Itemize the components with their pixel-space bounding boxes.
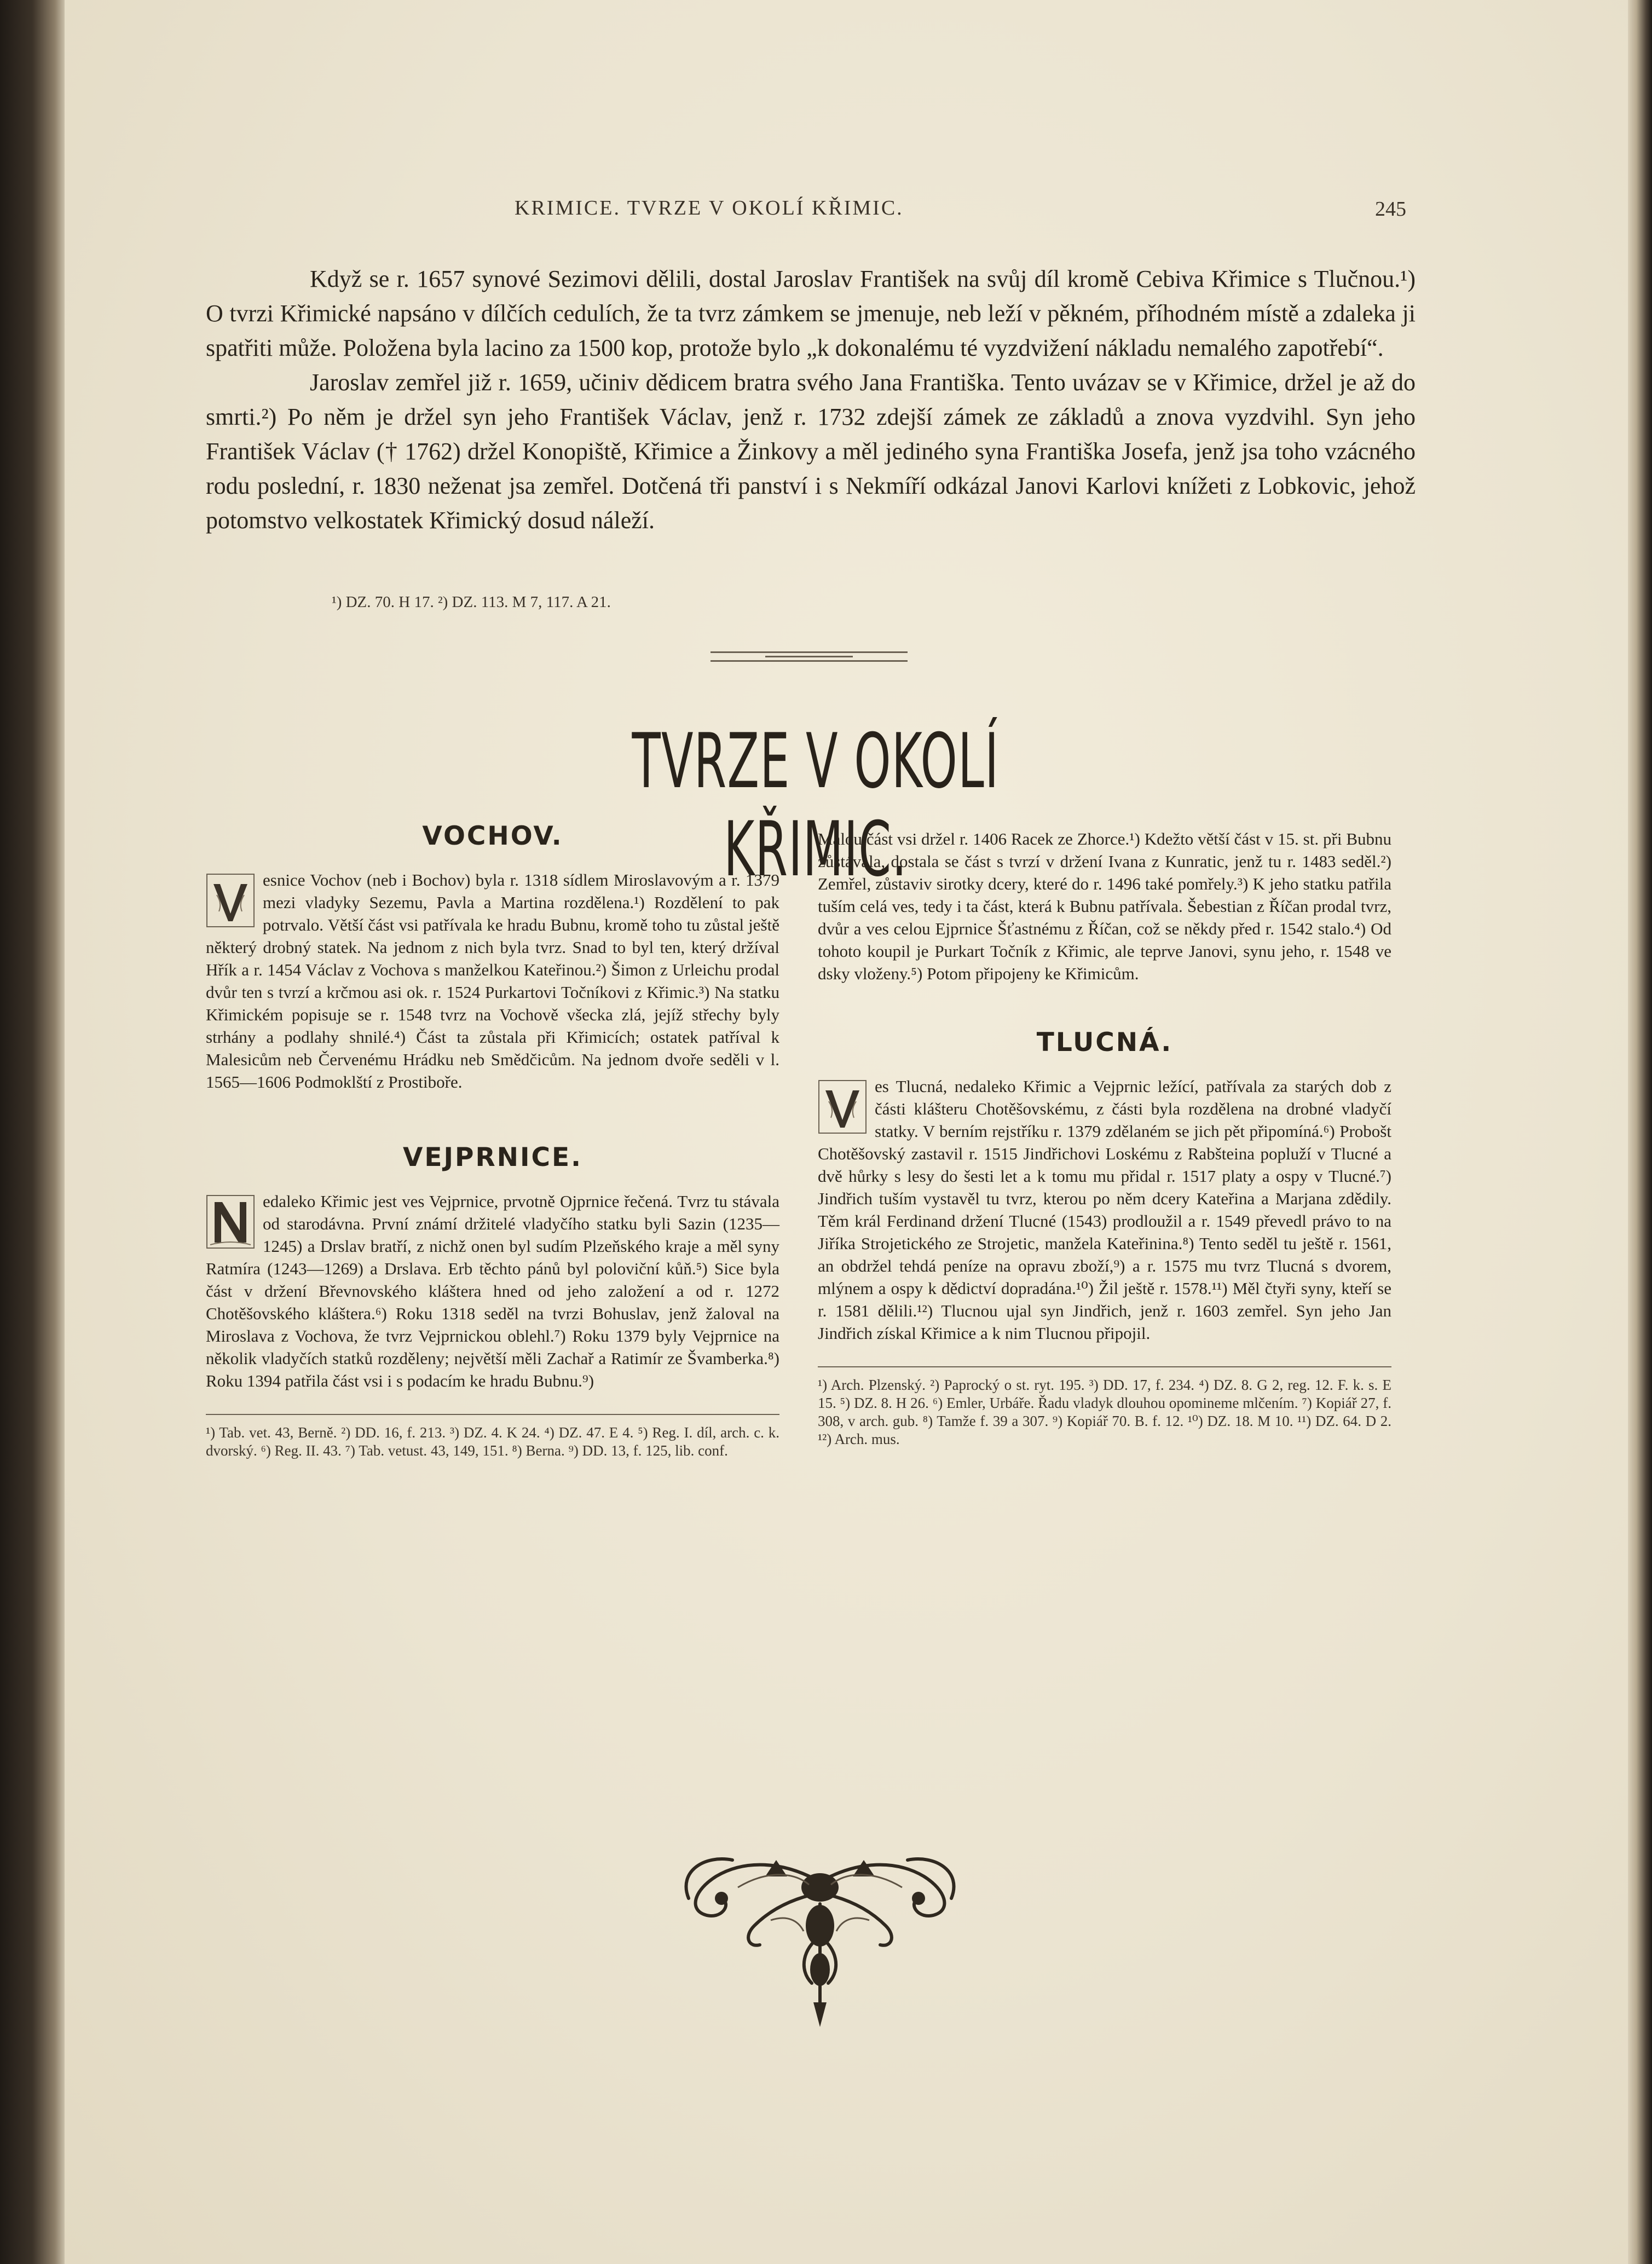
vochov-text xyxy=(206,869,779,1093)
dropcap-n-vejprnice xyxy=(206,1194,255,1249)
tlucna-body: es Tlucná, nedaleko Křimic a Vejprnic ležící, patřívala za starých dob z části klášteru Chotěšovskému, z části byla rozdělena na drobné vladyčí statky. V berním rejstříku r. 1379 zdělaném se jich pět připomíná.⁶) Probošt Chotěšovský zastavil r. 1515 Jindřichovi Loskému z Rabšteina popluží v Tlucné a dvě hůrky s lesy do šesti let a k tomu mu přidal r. 1517 platy a ospy v Tlucné.⁷) Jindřich tuším vystavěl tu tvrz, kterou po něm dcery Kateřina a Marjana zdědily. Těm král Ferdinand držení Tlucné (1543) prodloužil a r. 1549 převedl právo to na Jiříka Strojetického ze Strojetic, manžela Kateřinina.⁸) Tento seděl tu ještě r. 1561, an obdržel tehdá peníze na opravu zboží,⁹) a r. 1575 mu tvrz Tlucná s dvorem, mlýnem a ospy k dědictví dopradána.¹⁰) Žil ještě r. 1578.¹¹) Měl čtyři syny, kteří se r. 1581 dělili.¹²) Tlucnou ujal syn Jindřich, jenž r. 1603 zemřel. Syn jeho Jan Jindřich získal Křimice a k nim Tlucnou připojil. xyxy=(818,1077,1391,1343)
intro-footnotes: ¹) DZ. 70. H 17. ²) DZ. 113. M 7, 117. A 21. xyxy=(332,593,611,611)
page-edge-shadow xyxy=(1628,0,1652,2264)
page-number: 245 xyxy=(1375,198,1406,221)
tailpiece-ornament-icon xyxy=(656,1838,984,2030)
vejprnice-text xyxy=(206,1190,779,1392)
dropcap-v-vochov xyxy=(206,873,255,928)
left-column xyxy=(206,821,779,1460)
dropcap-v-tlucna xyxy=(818,1079,867,1134)
footnotes-left: ¹) Tab. vet. 43, Berně. ²) DD. 16, f. 213. ³) DZ. 4. K 24. ⁴) DZ. 47. E 4. ⁵) Reg. I. díl, arch. c. k. dvorský. ⁶) Reg. II. 43. ⁷) Tab. vetust. 43, 149, 151. ⁸) Berna. ⁹) DD. 13, f. 125, lib. conf. xyxy=(206,1424,779,1459)
heading-vejprnice: VEJPRNICE. xyxy=(403,1142,582,1173)
main-title: TVRZE V OKOLÍ KŘIMIC. xyxy=(632,717,1000,893)
intro-section xyxy=(206,262,1416,538)
footnotes-right: ¹) Arch. Plzenský. ²) Paprocký o st. ryt. 195. ³) DD. 17, f. 234. ⁴) DZ. 8. G 2, reg. 12. F. k. s. E 15. ⁵) DZ. 8. H 26. ⁶) Emler, Urbáře. Řadu vladyk dlouhou opomineme mlčením. ⁷) Kopiář 27, f. 308, v arch. gub. ⁸) Tamže f. 39 a 307. ⁹) Kopiář 70. B. f. 12. ¹⁰) DZ. 18. M 10. ¹¹) DZ. 64. D 2. ¹²) Arch. mus. xyxy=(818,1377,1391,1447)
right-column xyxy=(818,828,1391,1448)
section-divider xyxy=(711,651,908,665)
heading-vochov: VOCHOV. xyxy=(422,821,563,851)
footnote-rule-left xyxy=(206,1414,779,1415)
intro-paragraph-1: Když se r. 1657 synové Sezimovi dělili, dostal Jaroslav František na svůj díl kromě Cebiva Křimice s Tlučnou.¹) O tvrzi Křimické napsáno v dílčích cedulích, že ta tvrz zámkem se jmenuje, neb leží v pěkném, příhodném místě a zdaleka ji spatřiti může. Položena byla lacino za 1500 kop, protože bylo „k dokonalému té vyzdvižení nákladu nemalého zapotřebí“. xyxy=(206,265,1416,361)
heading-tlucna: TLUCNÁ. xyxy=(1036,1027,1173,1058)
tlucna-text xyxy=(818,1075,1391,1344)
running-title: KRIMICE. TVRZE V OKOLÍ KŘIMIC. xyxy=(515,197,904,220)
footnote-rule-right xyxy=(818,1366,1391,1367)
book-binding-shadow xyxy=(0,0,65,2264)
intro-paragraph-2: Jaroslav zemřel již r. 1659, učiniv dědicem bratra svého Jana Františka. Tento uvázav se v Křimice, držel je až do smrti.²) Po něm je držel syn jeho František Václav, jenž r. 1732 zdejší zámek ze základů a znova vyzdvihl. Syn jeho František Václav († 1762) držel Konopiště, Křimice a Žinkovy a měl jediného syna Františka Josefa, jenž jsa toho vzácného rodu poslední, r. 1830 neženat jsa zemřel. Dotčená tři panství i s Nekmíří odkázal Janovi Karlovi knížeti z Lobkovic, jehož potomstvo velkostatek Křimický dosud náleží. xyxy=(206,369,1416,534)
vejprnice-body: edaleko Křimic jest ves Vejprnice, prvotně Ojprnice řečená. Tvrz tu stávala od starodávna. První známí držitelé vladyčího statku byli Sazin (1235—1245) a Drslav bratří, z nichž onen byl sudím Plzeňského kraje a měl syny Ratmíra (1243—1269) a Drslava. Erb těchto pánů byl poloviční kůň.⁵) Sice byla část v držení Břevnovského kláštera hned od jeho založení a od r. 1272 Chotěšovského kláštera.⁶) Roku 1318 seděl na tvrzi Bohuslav, jenž žaloval na Miroslava z Vochova, že tvrz Vejprnickou oblehl.⁷) Roku 1379 byly Vejprnice na několik vladyčích statků rozděleny; největší měli Zachař a Ratimír ze Švamberka.⁸) Roku 1394 patřila část vsi i s podacím ke hradu Bubnu.⁹) xyxy=(206,1192,779,1390)
vochov-body: esnice Vochov (neb i Bochov) byla r. 1318 sídlem Miroslavovým a r. 1379 mezi vladyky Sezemu, Pavla a Martina rozdělena.¹) Rozdělení to pak potrvalo. Větší část vsi patřívala ke hradu Bubnu, kromě toho tu zůstal ještě některý drobný statek. Na jednom z nich byla tvrz. Snad to byl ten, který držíval Hřík a r. 1454 Václav z Vochova s manželkou Kateřinou.²) Šimon z Urleichu prodal dvůr ten s tvrzí a krčmou asi ok. r. 1524 Purkartovi Točníkovi z Křimic.³) Na statku Křimickém popisuje se r. 1548 tvrz na Vochově všecka zlá, jejíž střechy byly strhány a podlahy shnilé.⁴) Část ta zůstala při Křimicích; ostatek patříval k Malesicům neb Červenému Hrádku neb Smědčicům. Na jednom dvoře seděli v l. 1565—1606 Podmoklští z Prostiboře. xyxy=(206,870,779,1091)
vejprnice-continued-text: Malou část vsi držel r. 1406 Racek ze Zhorce.¹) Kdežto větší část v 15. st. při Bubnu zůstávala, dostala se část s tvrzí v držení Ivana z Kunratic, jenž tu r. 1483 seděl.²) Zemřel, zůstaviv sirotky dcery, které do r. 1496 také pomřely.³) K jeho statku patřila tuším celá ves, tedy i ta část, která k Bubnu patřívala. Šebestian z Říčan prodal tvrz, dvůr a ves celou Ejprnice Šťastnému z Říčan, což se někdy před r. 1542 stalo.⁴) Od tohoto koupil je Purkart Točník z Křimic, ale teprve Janovi, synu jeho, r. 1548 ve dsky vloženy.⁵) Potom připojeny ke Křimicům. xyxy=(818,829,1391,983)
